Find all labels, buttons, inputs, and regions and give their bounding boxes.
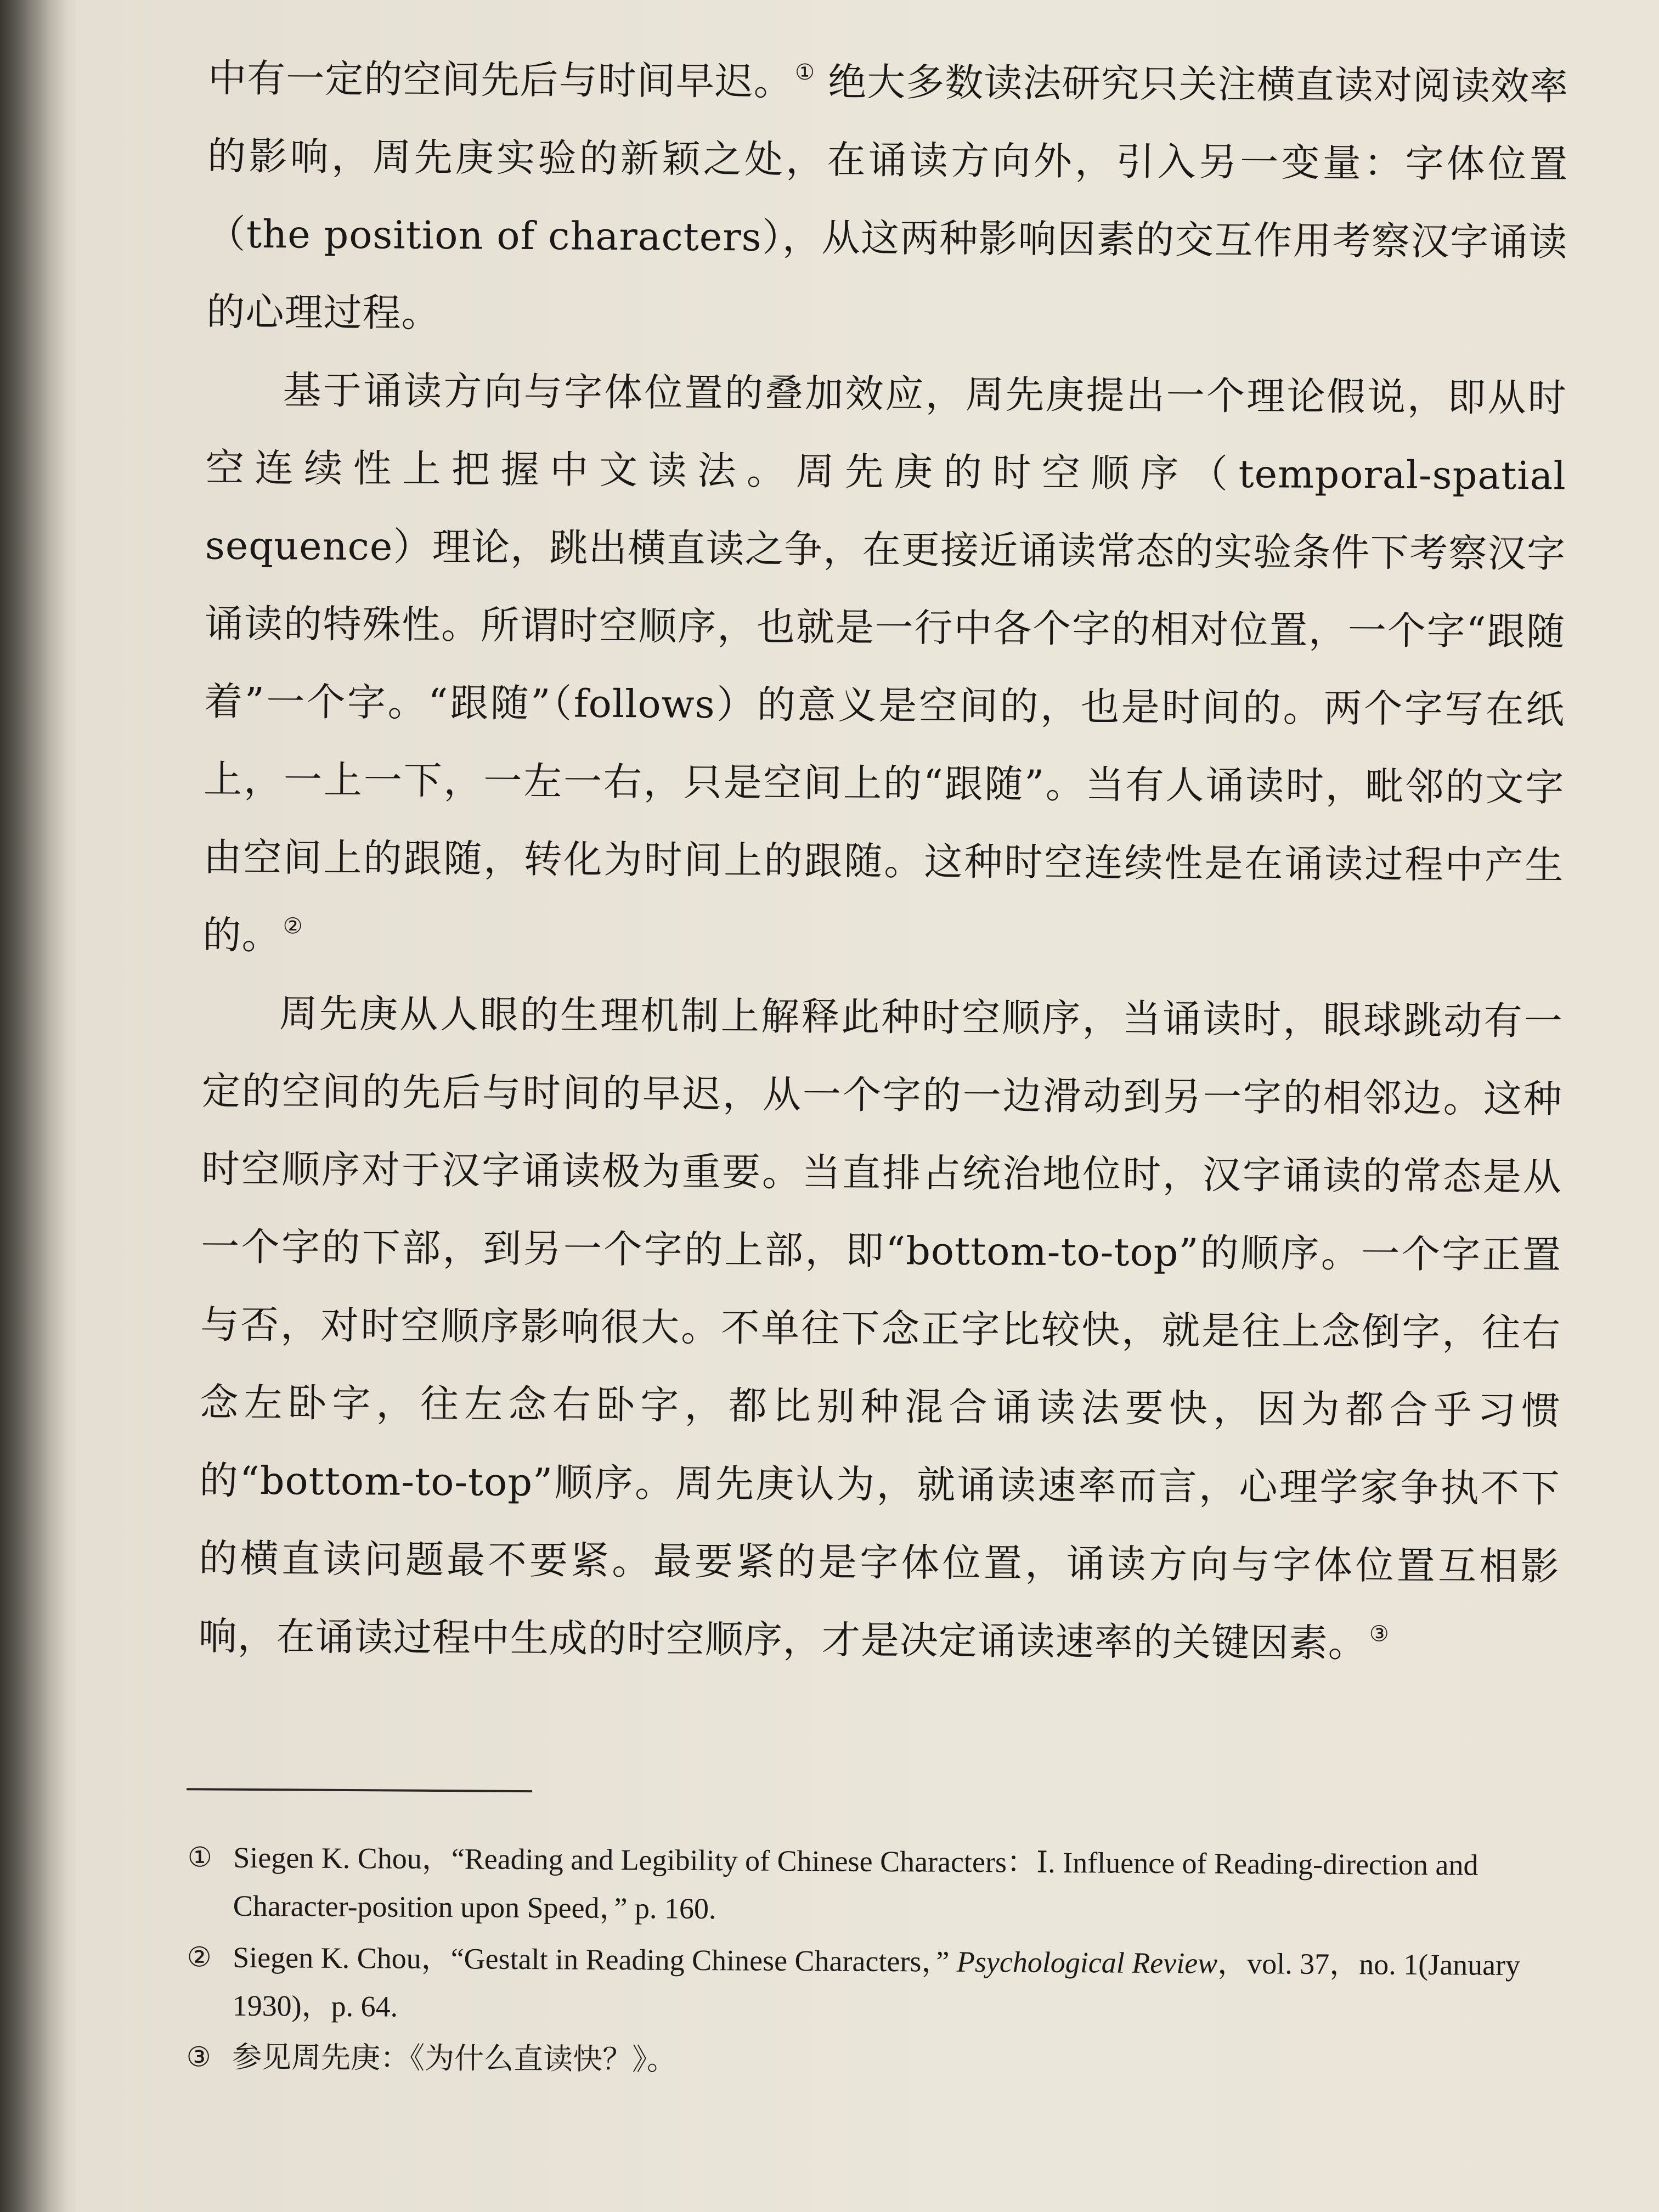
main-text [198, 39, 1568, 1683]
paragraph-2-text: 基于诵读方向与字体位置的叠加效应，周先庚提出一个理论假说，即从时空连续性上把握中文读法。周先庚的时空顺序（temporal-spatial sequence）理论，跳出横直读之争，在更接近诵读常态的实验条件下考察汉字诵读的特殊性。所谓时空顺序，也就是一行中各个字的相对位置，一个字“跟随着”一个字。“跟随”（follows）的意义是空间的，也是时间的。两个字写在纸上，一上一下，一左一右，只是空间上的“跟随”。当有人诵读时，毗邻的文字由空间上的跟随，转化为时间上的跟随。这种时空连续性是在诵读过程中产生的。 [202, 368, 1567, 958]
footnote-2-journal: Psychological Review [956, 1945, 1218, 1980]
footnote-3-text: 参见周先庚：《为什么直读快？》。 [232, 2040, 677, 2076]
footnotes [179, 1833, 1585, 2093]
footnote-3-mark: ③ [186, 2041, 211, 2073]
footnote-1 [180, 1833, 1585, 1938]
footnote-ref-1: ① [794, 59, 816, 86]
footnote-3 [179, 2033, 1584, 2090]
footnote-2-mark: ② [187, 1941, 212, 1973]
book-spine-shadow [0, 0, 82, 2212]
footnote-divider [187, 1788, 532, 1792]
paragraph-2 [202, 351, 1567, 982]
footnote-1-text: Siegen K. Chou，“Reading and Legibility of Chinese Characters：Ⅰ. Influence of Reading-direction and Character-position upon Speed，” p. 160. [233, 1841, 1479, 1926]
paragraph-3 [198, 974, 1563, 1683]
paragraph-3-text: 周先庚从人眼的生理机制上解释此种时空顺序，当诵读时，眼球跳动有一定的空间的先后与时间的早迟，从一个字的一边滑动到另一字的相邻边。这种时空顺序对于汉字诵读极为重要。当直排占统治地位时，汉字诵读的常态是从一个字的下部，到另一个字的上部，即“bottom-to-top”的顺序。一个字正置与否，对时空顺序影响很大。不单往下念正字比较快，就是往上念倒字，往右念左卧字，往左念右卧字，都比别种混合诵读法要快，因为都合乎习惯的“bottom-to-top”顺序。周先庚认为，就诵读速率而言，心理学家争执不下的横直读问题最不要紧。最要紧的是字体位置，诵读方向与字体位置互相影响，在诵读过程中生成的时空顺序，才是决定诵读速率的关键因素。 [198, 991, 1563, 1666]
footnote-2 [179, 1933, 1584, 2038]
paragraph-1-text: 中有一定的空间先后与时间早迟。 [207, 55, 793, 104]
footnote-2-text: Siegen K. Chou，“Gestalt in Reading Chinese Characters，” [233, 1940, 957, 1978]
footnote-1-mark: ① [187, 1841, 212, 1874]
book-page [69, 0, 1659, 2212]
footnote-ref-2: ② [283, 913, 303, 939]
footnote-2-text-cont: ，vol. 37，no. 1(January 1930)，p. 64. [232, 1946, 1521, 2023]
footnote-ref-3: ③ [1369, 1621, 1390, 1647]
paragraph-1-text-cont: 绝大多数读法研究只关注横直读对阅读效率的影响，周先庚实验的新颖之处，在诵读方向外，引入另一变量：字体位置（the position of characters），从这两种影响因素的交互作用考察汉字诵读的心理过程。 [206, 59, 1569, 336]
paragraph-1 [206, 39, 1568, 359]
